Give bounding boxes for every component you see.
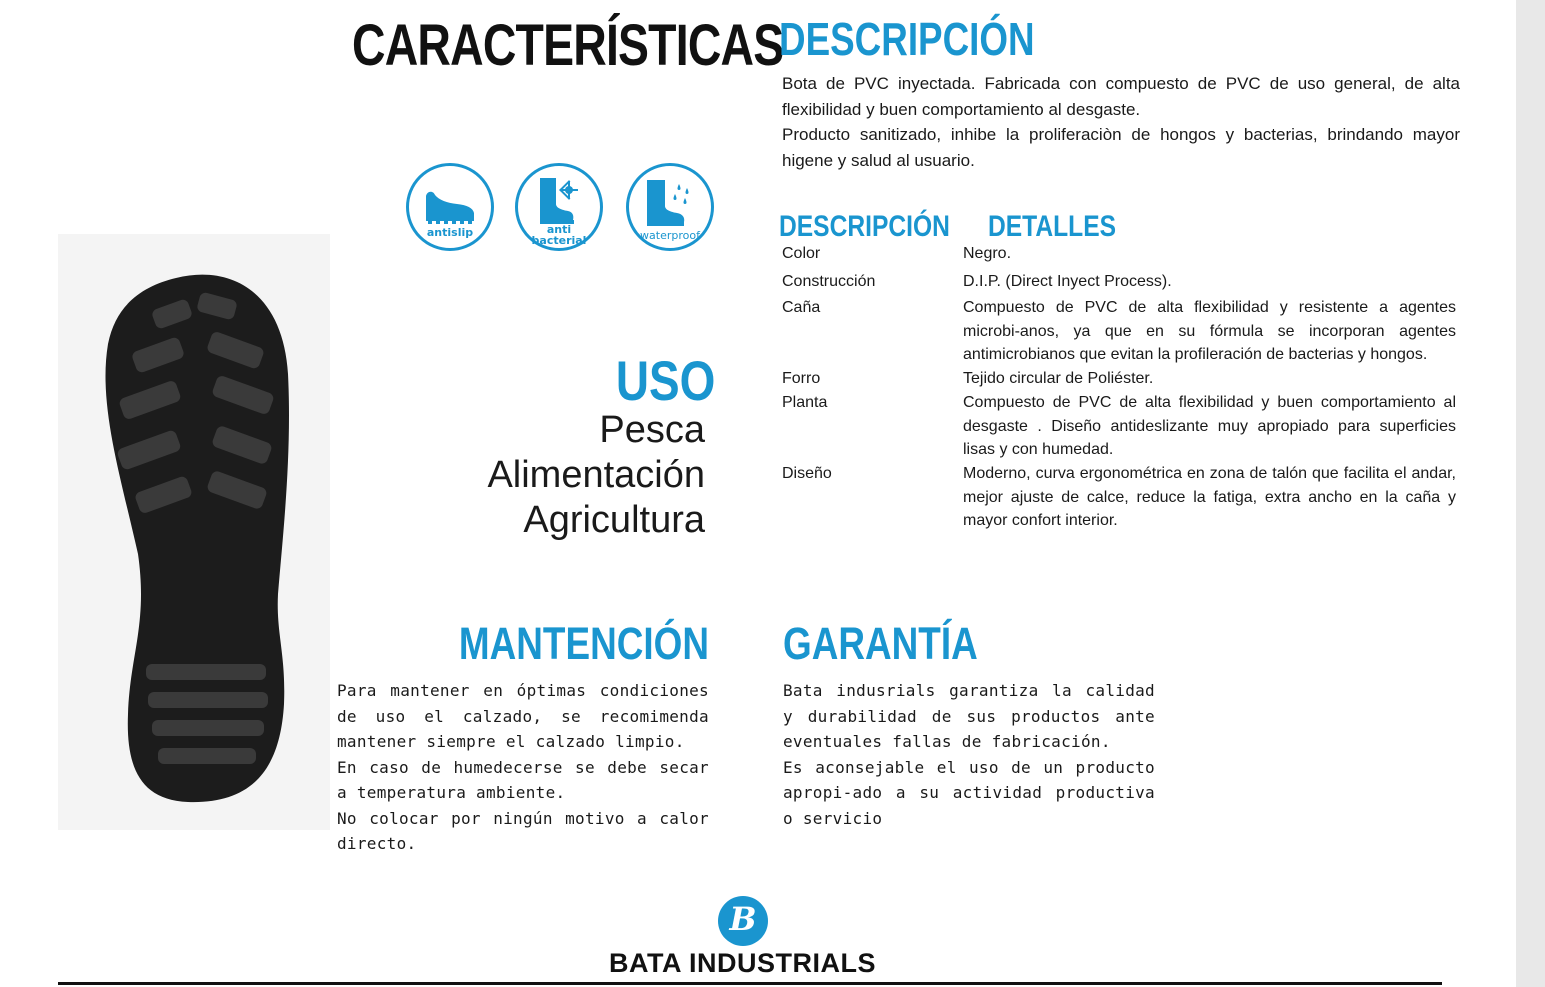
garantia-text bbox=[783, 678, 1155, 831]
garantia-title: GARANTÍA bbox=[783, 618, 978, 669]
antibacterial-badge bbox=[515, 163, 603, 251]
spec-label: Color bbox=[782, 245, 821, 262]
brand-logo-letter: B bbox=[729, 900, 757, 938]
spec-header-details: DETALLES bbox=[988, 210, 1117, 243]
waterproof-badge bbox=[626, 163, 714, 251]
mantencion-text bbox=[337, 678, 709, 857]
uso-list bbox=[487, 408, 705, 543]
spec-value: Tejido circular de Poliéster. bbox=[963, 370, 1154, 387]
spec-label: Diseño bbox=[782, 465, 832, 482]
description-title: DESCRIPCIÓN bbox=[779, 13, 1035, 65]
scrollbar-track[interactable] bbox=[1516, 0, 1545, 987]
antislip-badge bbox=[406, 163, 494, 251]
garantia-paragraph: Bata indusrials garantiza la calidad y durabilidad de sus productos ante eventuales fallas de fabricación. bbox=[783, 681, 1155, 751]
spec-label: Construcción bbox=[782, 273, 876, 290]
feature-label-line: bacterial bbox=[531, 234, 587, 247]
spec-value: Negro. bbox=[963, 245, 1012, 262]
spec-value: Compuesto de PVC de alta flexibilidad y buen comportamiento al desgaste . Diseño antideslizante muy apropiado para superficies lisas y con humedad. bbox=[963, 394, 1456, 458]
spec-label: Caña bbox=[782, 299, 821, 316]
spec-value: D.I.P. (Direct Inyect Process). bbox=[963, 273, 1172, 290]
footer-divider bbox=[58, 982, 1442, 985]
description-paragraph: Producto sanitizado, inhibe la proliferaciòn de hongos y bacterias, brindando mayor higene y salud al usuario. bbox=[782, 125, 1460, 170]
spec-label: Forro bbox=[782, 370, 821, 387]
spec-value: Compuesto de PVC de alta flexibilidad y resistente a agentes microbi-anos, ya que en su fórmula se incorporan agentes antimicrobianos que evitan la profileración de bacterias y hongos. bbox=[963, 299, 1456, 363]
brand-logo-icon bbox=[718, 896, 768, 946]
brand-name: BATA INDUSTRIALS bbox=[609, 948, 876, 978]
uso-item: Alimentación bbox=[487, 454, 705, 496]
feature-label-line: anti bbox=[546, 223, 572, 236]
boot-sole-illustration bbox=[58, 234, 330, 830]
mantencion-title: MANTENCIÓN bbox=[458, 618, 709, 669]
page-title: CARACTERÍSTICAS bbox=[352, 13, 784, 78]
feature-label: waterproof bbox=[640, 229, 700, 242]
spec-label: Planta bbox=[782, 394, 828, 411]
uso-item: Pesca bbox=[599, 409, 705, 451]
uso-item: Agricultura bbox=[523, 499, 705, 541]
garantia-paragraph: Es aconsejable el uso de un producto apropi-ado a su actividad productiva o servicio bbox=[783, 757, 1155, 828]
description-text bbox=[782, 71, 1460, 173]
feature-label bbox=[518, 224, 600, 246]
mantencion-paragraph: En caso de humedecerse se debe secar a temperatura ambiente. bbox=[337, 757, 709, 802]
spec-value: Moderno, curva ergonométrica en zona de talón que facilita el andar, mejor ajuste de calce, reduce la fatiga, extra ancho en la caña y mayor confort interior. bbox=[963, 465, 1456, 529]
mantencion-paragraph: No colocar por ningún motivo a calor directo. bbox=[337, 808, 709, 853]
description-paragraph: Bota de PVC inyectada. Fabricada con compuesto de PVC de uso general, de alta flexibilidad y buen comportamiento al desgaste. bbox=[782, 74, 1460, 119]
mantencion-paragraph: Para mantener en óptimas condiciones de uso el calzado, se recomimenda mantener siempre el calzado limpio. bbox=[337, 681, 709, 751]
boot-sole-image bbox=[58, 234, 330, 830]
spec-header-description: DESCRIPCIÓN bbox=[779, 210, 950, 243]
uso-title: USO bbox=[615, 349, 715, 412]
feature-label: antislip bbox=[426, 226, 474, 239]
